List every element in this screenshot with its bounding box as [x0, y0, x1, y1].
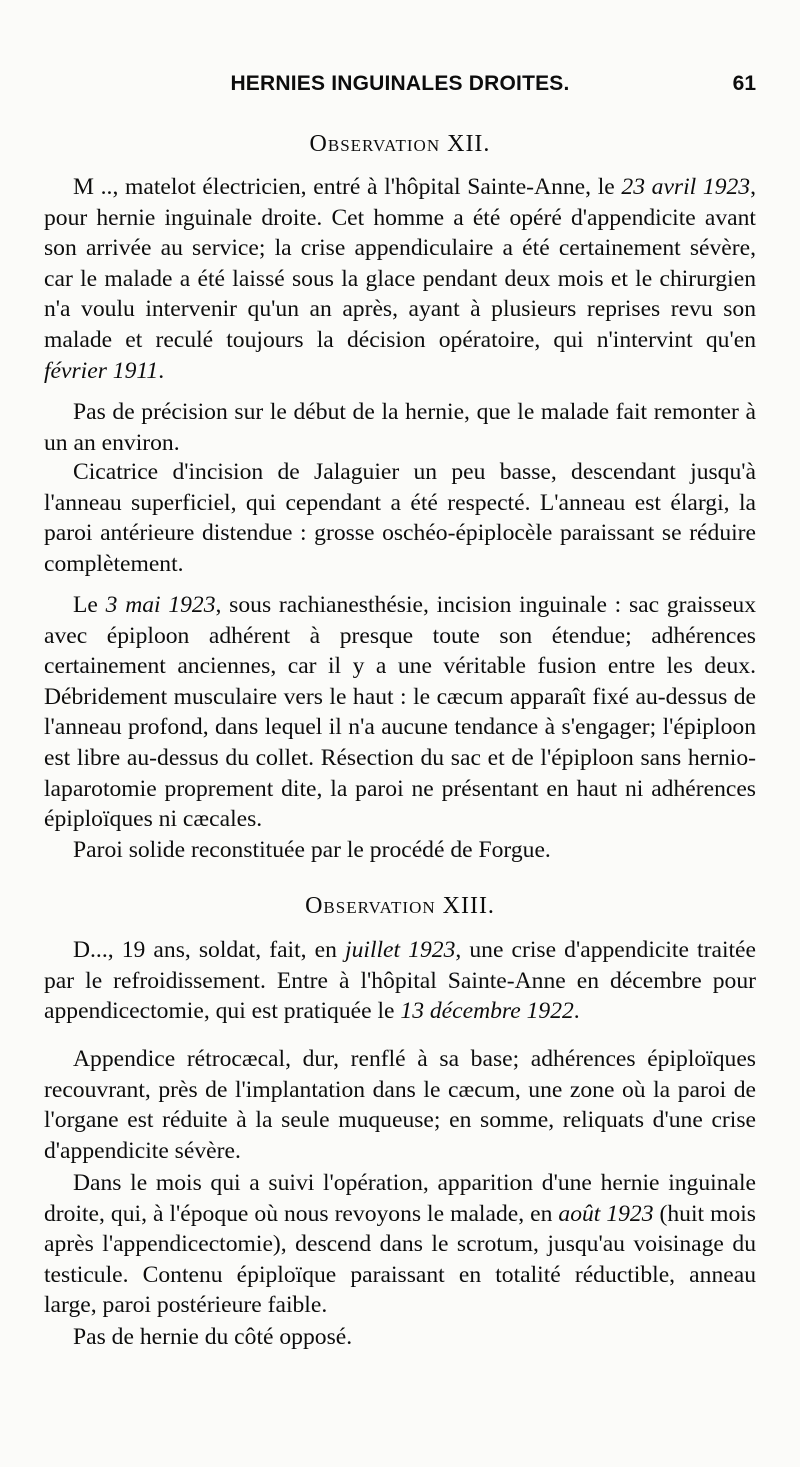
text-segment: , une crise d'appendicite traitée par le refroidissement. Entre à l'hôpital Sainte-Anne en décembre pour appendicectomie, qui est pratiquée le — [44, 937, 756, 1025]
obs-xiii-paragraph-4: Pas de hernie du côté opposé. — [73, 1324, 353, 1350]
obs-xii-paragraph-2: Pas de précision sur le début de la hernie, que le malade fait remonter à un an environ. — [44, 399, 756, 456]
text-segment: (huit mois après l'appendicectomie), descend dans le scrotum, jusqu'au voisinage du testicule. Contenu épiploïque paraissant en totalité réductible, anneau large, paroi postérieure faible. — [44, 1200, 756, 1319]
observation-xii-heading: Observation XII. — [309, 131, 491, 157]
obs-xii-paragraph-5: Paroi solide reconstituée par le procédé de Forgue. — [73, 837, 551, 863]
running-head — [44, 72, 756, 108]
date-reference: août 1923 — [558, 1200, 654, 1227]
date-reference: juillet 1923 — [345, 937, 456, 963]
date-reference: 3 mai 1923 — [105, 592, 216, 618]
obs-xii-paragraph-4 — [44, 590, 756, 835]
observation-xiii-heading: Observation XIII. — [305, 893, 495, 919]
text-segment: D..., 19 ans, soldat, fait, en — [73, 937, 346, 963]
text-segment: M .., matelot électricien, entré à l'hôpital Sainte-Anne, le — [73, 174, 622, 200]
text-segment: , sous rachianesthésie, incision inguinale : sac graisseux avec épiploon adhérent à presque toute son étendue; adhérences certainement anciennes, car il y a une véritable fusion entre les deux. Débridement musculaire vers le haut : le cæcum apparaît fixé au-dessus de l'anneau profond, dans lequel il n'a aucune tendance à s'engager; l'épiploon est libre au-dessus du collet. Résection du sac et de l'épiploon sans hernio-laparotomie proprement dite, la paroi ne présentant en haut ni adhérences épiploïques ni cæcales. — [44, 592, 756, 833]
text-segment: Le — [73, 592, 106, 618]
text-segment: . — [573, 998, 580, 1025]
obs-xiii-paragraph-2: Appendice rétrocæcal, dur, renflé à sa base; adhérences épiploïques recouvrant, près de l'implantation dans le cæcum, une zone où la paroi de l'organe est réduite à la seule muqueuse; en somme, reliquats d'une crise d'appendicite sévère. — [44, 1046, 756, 1164]
date-reference: février 1911 — [44, 357, 159, 384]
page-number: 61 — [732, 72, 756, 95]
date-reference: 23 avril 1923 — [621, 174, 751, 200]
chapter-title: HERNIES INGUINALES DROITES. — [230, 72, 570, 95]
text-segment: Dans le mois qui a suivi l'opération, apparition d'une hernie inguinale droite, qui, à l'époque où nous revoyons le malade, en — [44, 1170, 756, 1227]
obs-xiii-paragraph-1 — [44, 935, 756, 1027]
obs-xiii-paragraph-3 — [44, 1168, 756, 1321]
obs-xii-paragraph-1 — [44, 172, 756, 386]
text-segment: . — [158, 357, 165, 384]
date-reference: 13 décembre 1922 — [400, 998, 574, 1025]
text-segment: , pour hernie inguinale droite. Cet homme a été opéré d'appendicite avant son arrivée au service; la crise appendiculaire a été certainement sévère, car le malade a été laissé sous la glace pendant deux mois et le chirurgien n'a voulu intervenir qu'un an après, ayant à plusieurs reprises revu son malade et reculé toujours la décision opératoire, qui n'intervint qu'en — [44, 174, 756, 353]
obs-xii-paragraph-3: Cicatrice d'incision de Jalaguier un peu basse, descendant jusqu'à l'anneau superficiel, qui cependant a été respecté. L'anneau est élargi, la paroi antérieure distendue : grosse oschéo-épiplocèle paraissant se réduire complètement. — [44, 459, 756, 577]
